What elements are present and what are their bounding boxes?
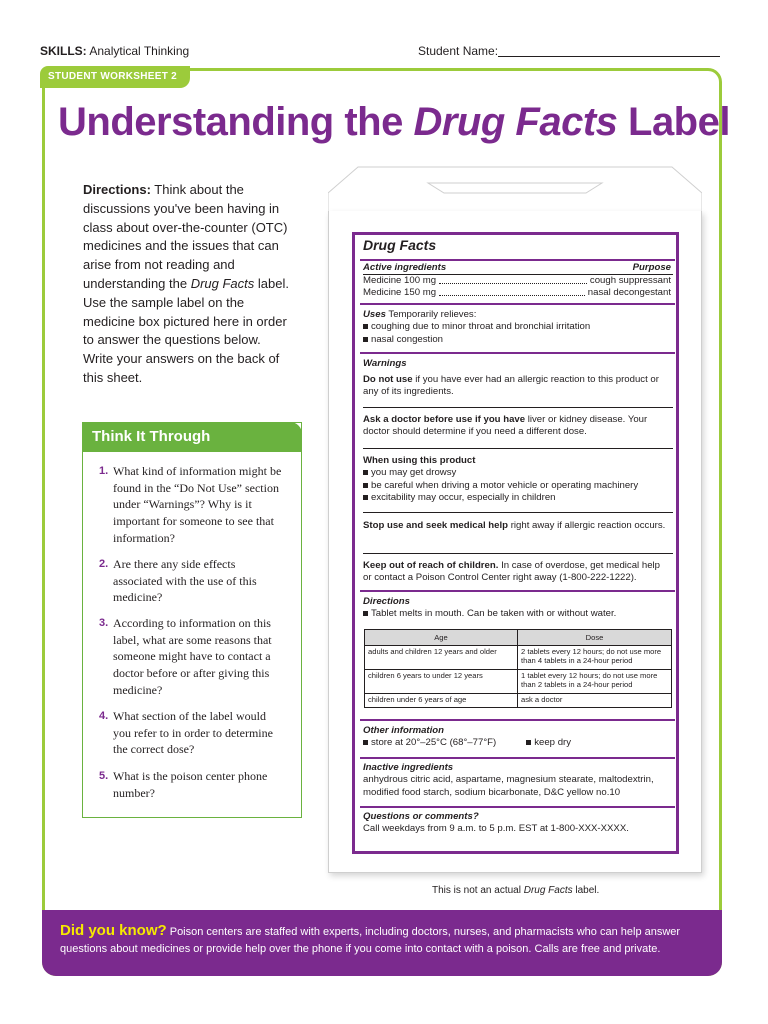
ingredient-name: Medicine 100 mg (363, 275, 437, 286)
did-you-know-text: Poison centers are staffed with experts, including doctors, nurses, and pharmacists who can help answer questions about medicines or provide help over the phone if you come into contact with a poison. Calls are free and private. (60, 926, 681, 955)
list-item-text: store at 20°–25°C (68°–77°F) (371, 737, 497, 749)
table-cell: children 6 years to under 12 years (365, 670, 518, 694)
ask-doctor-warning (363, 414, 671, 439)
list-item-text: Tablet melts in mouth. Can be taken with or without water. (371, 608, 617, 620)
question-text: According to information on this label, what are some reasons that someone might have to contact a doctor before or after giving this medicine? (113, 616, 272, 697)
inactive-ingredients-text: anhydrous citric acid, aspartame, magnesium stearate, maltodextrin, modified food starch, sodium bicarbonate, D&C yellow no.10 (363, 774, 654, 798)
list-item-text: you may get drowsy (371, 467, 457, 479)
caption-text-1: This is not an actual (432, 885, 524, 896)
divider (363, 512, 673, 513)
questions-section (363, 811, 671, 836)
bullet-icon (363, 324, 368, 329)
ingredient-purpose: cough suppressant (589, 275, 671, 286)
think-it-through-heading: Think It Through (82, 422, 302, 452)
list-item-text: keep dry (534, 737, 572, 749)
ingredient-row (363, 275, 671, 287)
question-1 (99, 463, 285, 547)
caption-italic: Drug Facts (523, 885, 573, 896)
keep-out-warning (363, 560, 671, 585)
table-row (365, 694, 672, 708)
question-number: 1. (99, 465, 109, 477)
divider (363, 407, 673, 408)
list-item (363, 737, 671, 749)
bullet-icon (363, 740, 368, 745)
table-header-row (365, 630, 672, 646)
ask-doctor-text: liver or kidney disease. Your doctor should determine if you need a different dose. (363, 414, 648, 438)
do-not-use-text: if you have ever had an allergic reaction to this product or any of its ingredients. (363, 374, 659, 398)
directions-section (363, 596, 671, 621)
divider (363, 553, 673, 554)
title-part-1: Understanding the (58, 100, 414, 144)
ingredient-purpose: nasal decongestant (587, 287, 671, 298)
list-item-text: nasal congestion (371, 333, 444, 345)
questions-label: Questions or comments? (363, 811, 479, 822)
inactive-ingredients-section (363, 762, 671, 799)
ingredient-row (363, 287, 671, 299)
ingredient-name: Medicine 150 mg (363, 287, 437, 298)
box-flap-icon (328, 165, 702, 213)
table-cell: children under 6 years of age (365, 694, 518, 708)
list-item (363, 608, 671, 620)
page-title (58, 100, 730, 145)
directions-section-label: Directions (363, 596, 410, 607)
drug-facts-label (352, 232, 679, 854)
bullet-icon (363, 483, 368, 488)
divider (360, 303, 675, 305)
question-5 (99, 768, 285, 801)
label-caption (432, 885, 599, 896)
skills-label (40, 44, 189, 58)
question-text: What is the poison center phone number? (113, 769, 268, 800)
divider (360, 719, 675, 721)
do-not-use-label: Do not use (363, 374, 413, 385)
list-item-text: coughing due to minor throat and bronchial irritation (371, 321, 591, 333)
active-ingredients-label: Active ingredients (363, 262, 447, 273)
table-row (365, 670, 672, 694)
list-item-text: excitability may occur, especially in children (371, 492, 556, 504)
drug-facts-title: Drug Facts (363, 237, 437, 253)
bullet-icon (526, 740, 531, 745)
other-info-section (363, 725, 671, 750)
list-item (363, 480, 671, 492)
leader-dots (439, 275, 587, 284)
leader-dots (439, 287, 585, 296)
stop-use-label: Stop use and seek medical help (363, 520, 509, 531)
warnings-label: Warnings (363, 358, 407, 369)
title-part-3: Label (617, 100, 730, 144)
dosage-table (364, 629, 672, 708)
divider (360, 806, 675, 808)
stop-use-text: right away if allergic reaction occurs. (508, 520, 666, 531)
table-cell: 1 tablet every 12 hours; do not use more than 2 tablets in a 24-hour period (518, 670, 672, 694)
table-header: Dose (518, 630, 672, 646)
purpose-label: Purpose (632, 262, 671, 273)
question-number: 4. (99, 710, 109, 722)
directions-paragraph (83, 181, 293, 388)
keep-out-text: In case of overdose, get medical help or contact a Poison Control Center right away (1-800-222-1222). (363, 560, 660, 584)
do-not-use-warning (363, 374, 671, 399)
question-4 (99, 708, 285, 758)
uses-label: Uses (363, 309, 386, 320)
table-header: Age (365, 630, 518, 646)
question-number: 2. (99, 558, 109, 570)
student-name-label: Student Name: (418, 44, 499, 58)
bullet-icon (363, 470, 368, 475)
worksheet-tab: STUDENT WORKSHEET 2 (40, 66, 190, 88)
divider (360, 757, 675, 759)
stop-use-warning (363, 520, 671, 532)
student-name-field[interactable] (498, 56, 720, 57)
list-item (363, 321, 671, 333)
keep-out-label: Keep out of reach of children. (363, 560, 499, 571)
caption-text-2: label. (572, 885, 600, 896)
question-2 (99, 556, 285, 606)
list-item (363, 334, 671, 346)
question-text: What kind of information might be found in the “Do Not Use” section under “Warnings”? Why is it important for someone to see that information? (113, 464, 282, 545)
did-you-know-heading: Did you know? (60, 922, 167, 939)
table-cell: ask a doctor (518, 694, 672, 708)
question-number: 3. (99, 617, 109, 629)
title-part-2: Drug Facts (413, 100, 618, 144)
divider (363, 448, 673, 449)
bullet-icon (363, 337, 368, 342)
list-item (363, 467, 671, 479)
inactive-ingredients-label: Inactive ingredients (363, 762, 454, 773)
list-item-text: be careful when driving a motor vehicle or operating machinery (371, 479, 639, 491)
page-header (40, 44, 730, 60)
questions-text: Call weekdays from 9 a.m. to 5 p.m. EST at 1-800-XXX-XXXX. (363, 823, 629, 835)
question-text: What section of the label would you refer to in order to determine the correct dose? (113, 709, 273, 757)
skills-value: Analytical Thinking (89, 44, 190, 58)
table-row (365, 646, 672, 670)
directions-italic: Drug Facts (190, 275, 255, 291)
question-3 (99, 615, 285, 699)
directions-label: Directions: (83, 182, 151, 197)
when-using-section (363, 455, 671, 505)
directions-text-2: label. Use the sample label on the medicine box pictured here in order to answer the questions below. Write your answers on the back of this sheet. (83, 275, 289, 385)
think-it-through-box (82, 422, 302, 818)
table-cell: adults and children 12 years and older (365, 646, 518, 670)
bullet-icon (363, 495, 368, 500)
question-number: 5. (99, 770, 109, 782)
other-info-label: Other information (363, 725, 445, 736)
divider (360, 590, 675, 592)
skills-key: SKILLS: (40, 44, 87, 58)
active-ingredients-header (363, 262, 671, 274)
directions-text-1: Think about the discussions you've been having in class about over-the-counter (OTC) medicines and the issues that can arise from not reading and understanding the (83, 182, 288, 291)
when-using-label: When using this product (363, 455, 476, 466)
table-cell: 2 tablets every 12 hours; do not use more than 4 tablets in a 24-hour period (518, 646, 672, 670)
uses-section (363, 309, 671, 346)
list-item (363, 492, 671, 504)
divider (360, 352, 675, 354)
ask-doctor-label: Ask a doctor before use if you have (363, 414, 526, 425)
bullet-icon (363, 611, 368, 616)
uses-text: Temporarily relieves: (385, 309, 477, 320)
question-text: Are there any side effects associated with the use of this medicine? (113, 557, 257, 605)
divider (360, 259, 675, 261)
did-you-know-banner (42, 910, 722, 976)
